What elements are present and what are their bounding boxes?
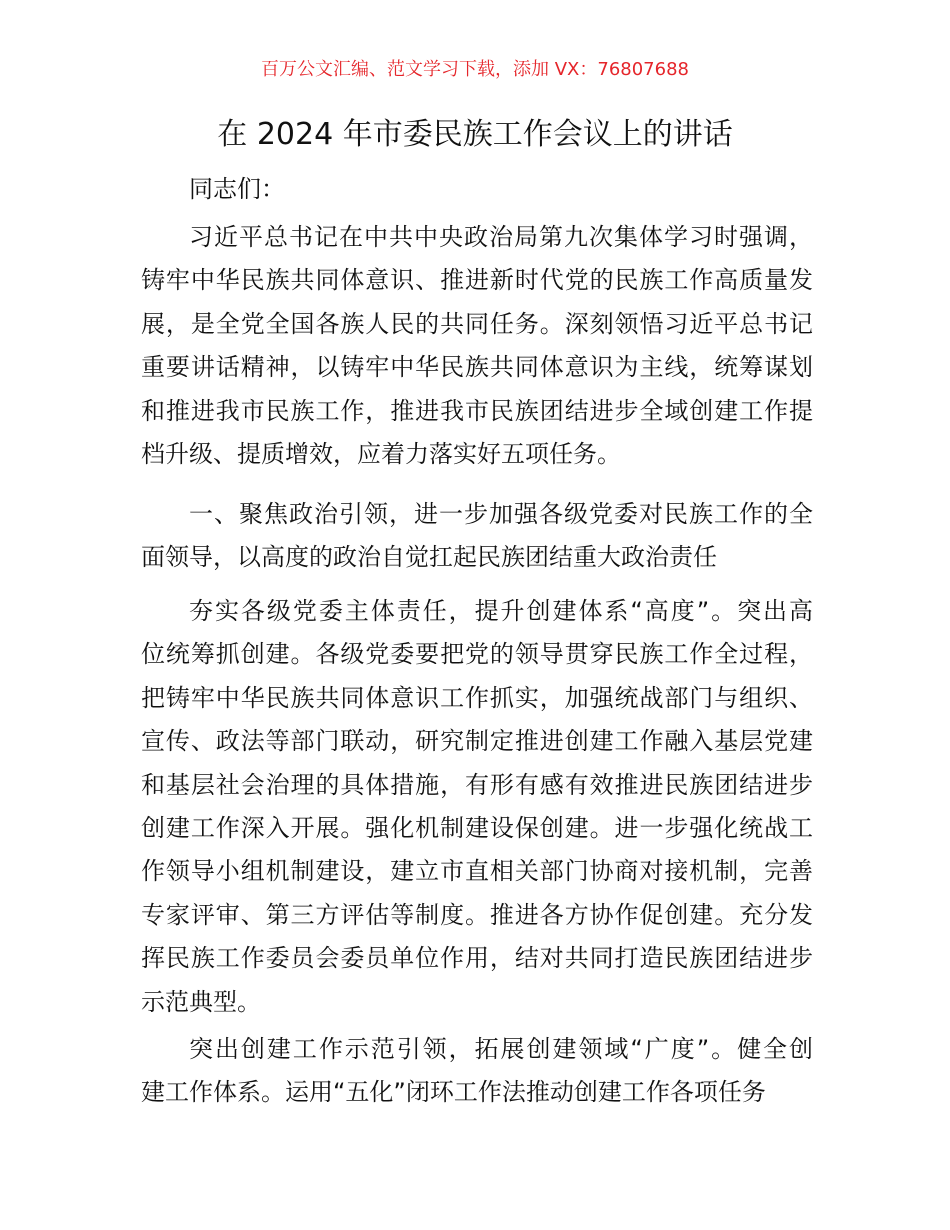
text-line: 专家评审、第三方评估等制度。推进各方协作促创建。充分发: [141, 900, 813, 929]
section-heading-1: [141, 493, 813, 580]
text-line: 作领导小组机制建设，建立市直相关部门协商对接机制，完善: [141, 857, 813, 886]
text-line: 把铸牢中华民族共同体意识工作抓实，加强统战部门与组织、: [141, 683, 813, 712]
text-line: 和推进我市民族工作，推进我市民族团结进步全域创建工作提: [141, 396, 813, 425]
text-line: 习近平总书记在中共中央政治局第九次集体学习时强调，: [189, 223, 813, 251]
text-line: 重要讲话精神，以铸牢中华民族共同体意识为主线，统筹谋划: [141, 353, 813, 382]
document-title: 在 2024 年市委民族工作会议上的讲话: [217, 117, 733, 152]
text-line: 铸牢中华民族共同体意识、推进新时代党的民族工作高质量发: [141, 266, 813, 295]
text-line: 一、聚焦政治引领，进一步加强各级党委对民族工作的全: [189, 500, 813, 528]
text-line: 示范典型。: [141, 987, 261, 1016]
paragraph-body-1: [141, 590, 813, 1024]
text-line: 和基层社会治理的具体措施，有形有感有效推进民族团结进步: [141, 770, 813, 799]
text-line: 建工作体系。运用“五化”闭环工作法推动创建工作各项任务: [141, 1078, 766, 1107]
paragraph-body-2: [141, 1028, 813, 1115]
text-line: 宣传、政法等部门联动，研究制定推进创建工作融入基层党建: [141, 727, 813, 756]
text-line: 位统筹抓创建。各级党委要把党的领导贯穿民族工作全过程，: [141, 640, 813, 669]
paragraph-intro: [141, 216, 813, 476]
text-line: 夯实各级党委主体责任，提升创建体系“高度”。突出高: [189, 597, 813, 625]
text-line: 突出创建工作示范引领，拓展创建领域“广度”。健全创: [189, 1035, 813, 1063]
watermark-text: 百万公文汇编、范文学习下载，添加 VX：76807688: [261, 59, 689, 80]
text-line: 档升级、提质增效，应着力落实好五项任务。: [141, 439, 621, 468]
text-line: 创建工作深入开展。强化机制建设保创建。进一步强化统战工: [141, 813, 813, 842]
text-line: 面领导，以高度的政治自觉扛起民族团结重大政治责任: [141, 543, 717, 572]
text-line: 挥民族工作委员会委员单位作用，结对共同打造民族团结进步: [141, 944, 813, 973]
salutation-text: 同志们：: [189, 175, 285, 203]
salutation: [141, 168, 813, 211]
text-line: 展，是全党全国各族人民的共同任务。深刻领悟习近平总书记: [141, 309, 813, 338]
